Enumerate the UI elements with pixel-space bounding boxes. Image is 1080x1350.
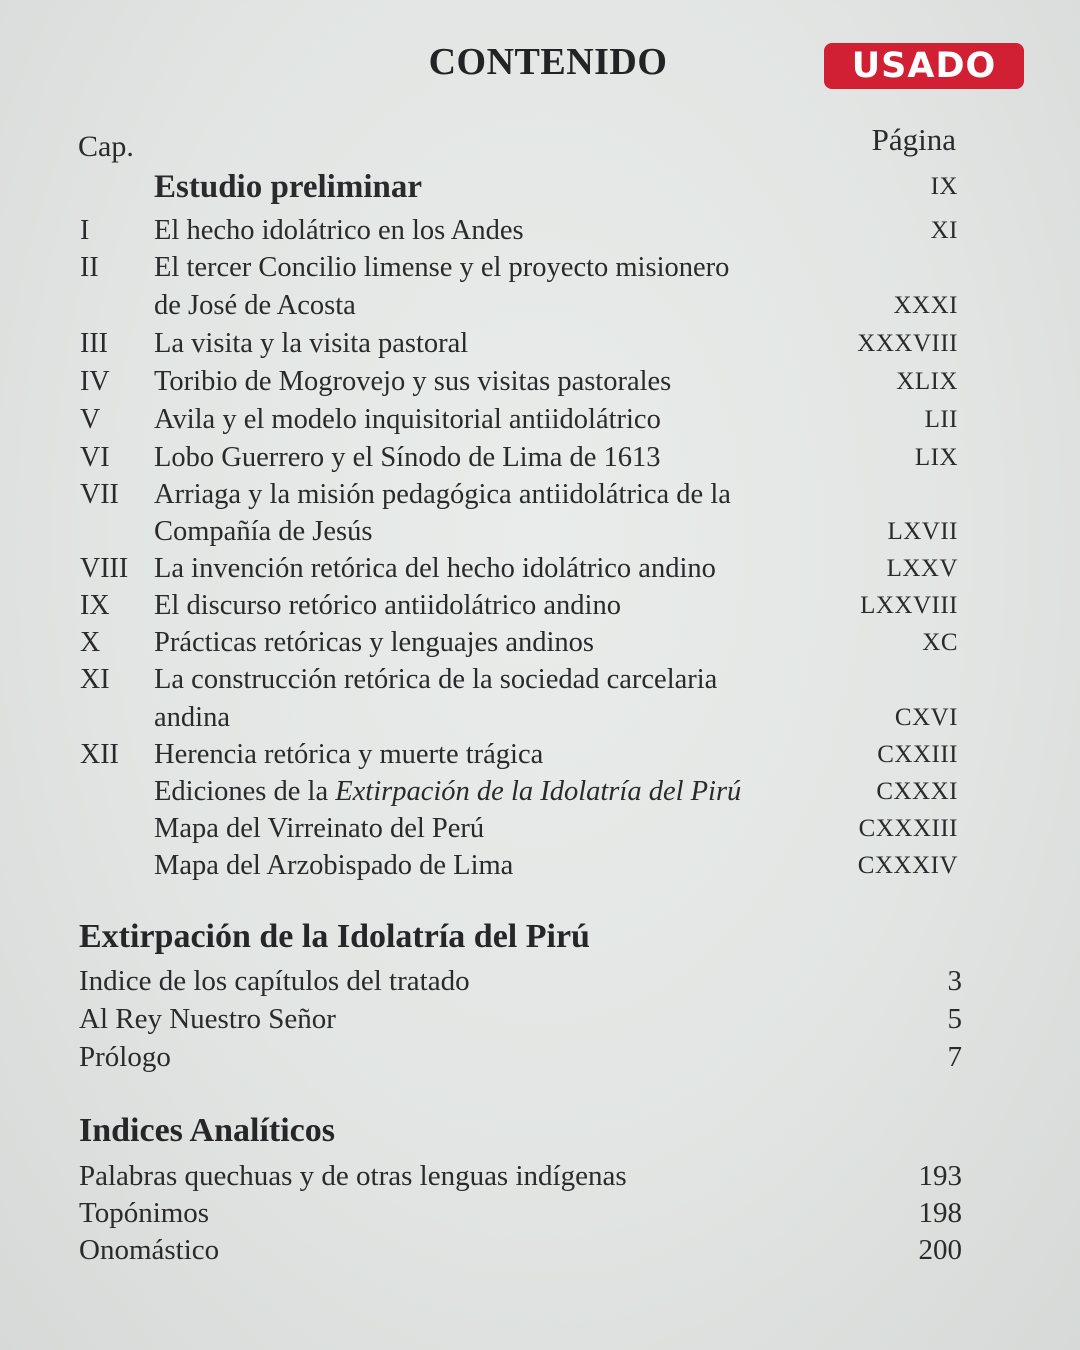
toc-row: [0, 249, 1080, 287]
indices-heading: Indices Analíticos: [79, 1112, 335, 1149]
used-badge: USADO: [824, 43, 1024, 89]
chapter-number: I: [80, 215, 90, 246]
indices-row: [0, 1194, 1080, 1232]
toc-row: [0, 624, 1080, 662]
toc-row: [0, 476, 1080, 514]
chapter-title: Toribio de Mogrovejo y sus visitas pastorales: [154, 366, 672, 397]
extirpacion-row: [0, 1000, 1080, 1038]
extirpacion-row-page: 3: [947, 965, 962, 997]
map-page: CXXXIV: [857, 852, 958, 879]
indices-row: [0, 1157, 1080, 1195]
chapter-title: La invención retórica del hecho idolátrico andino: [154, 553, 716, 584]
toc-row: [0, 661, 1080, 699]
toc-row: [0, 212, 1080, 250]
chapter-page: XLIX: [896, 368, 958, 395]
ediciones-italic-title: Extirpación de la Idolatría del Pirú: [335, 776, 742, 807]
chapter-title: Avila y el modelo inquisitorial antiidolátrico: [154, 404, 661, 435]
chapter-number: X: [80, 627, 101, 658]
chapter-title: Lobo Guerrero y el Sínodo de Lima de 1613: [154, 442, 661, 473]
extirpacion-row: [0, 1038, 1080, 1076]
chapter-number: IV: [80, 366, 110, 397]
chapter-number: VIII: [80, 553, 129, 584]
estudio-heading-row: [0, 168, 1080, 206]
chapter-number: V: [80, 404, 101, 435]
chapter-page: CXVI: [894, 704, 958, 731]
ediciones-prefix: Ediciones de la: [154, 776, 336, 807]
chapter-number: VII: [80, 479, 119, 510]
chapter-page: XI: [930, 217, 958, 244]
indices-row-title: Onomástico: [79, 1234, 220, 1266]
estudio-heading-page: IX: [930, 173, 958, 200]
chapter-title: Compañía de Jesús: [154, 516, 373, 547]
map-title: Mapa del Virreinato del Perú: [154, 813, 485, 844]
extirpacion-row-title: Al Rey Nuestro Señor: [79, 1003, 336, 1035]
toc-row: [0, 287, 1080, 325]
chapter-title: El tercer Concilio limense y el proyecto misionero: [154, 252, 730, 283]
chapter-number: II: [80, 252, 99, 283]
chapter-page: LXXV: [886, 555, 958, 582]
chapter-column-label: Cap.: [78, 130, 134, 163]
indices-row: [0, 1231, 1080, 1269]
chapter-page: XXXVIII: [857, 330, 958, 357]
toc-row: [0, 550, 1080, 588]
page-column-label: Página: [871, 122, 956, 157]
toc-row-ediciones: [0, 773, 1080, 811]
estudio-heading: Estudio preliminar: [154, 169, 423, 205]
toc-row: [0, 401, 1080, 439]
chapter-page: LXXVIII: [860, 592, 958, 619]
indices-row-title: Topónimos: [79, 1197, 210, 1229]
chapter-number: VI: [80, 442, 110, 473]
chapter-title: Arriaga y la misión pedagógica antiidolátrica de la: [154, 479, 731, 510]
chapter-number: III: [80, 328, 108, 359]
chapter-title: La visita y la visita pastoral: [154, 328, 469, 359]
ediciones-page: CXXXI: [876, 778, 958, 805]
chapter-title: El discurso retórico antiidolátrico andino: [154, 590, 621, 621]
toc-row: [0, 363, 1080, 401]
indices-row-title: Palabras quechuas y de otras lenguas indígenas: [79, 1160, 627, 1192]
chapter-title: de José de Acosta: [154, 290, 356, 321]
map-page: CXXXIII: [858, 815, 958, 842]
indices-row-page: 193: [918, 1160, 962, 1192]
chapter-title: andina: [154, 702, 230, 733]
toc-row: [0, 699, 1080, 737]
indices-row-page: 200: [918, 1234, 962, 1266]
toc-row: [0, 513, 1080, 551]
chapter-title: Prácticas retóricas y lenguajes andinos: [154, 627, 595, 658]
chapter-page: XC: [922, 629, 958, 656]
chapter-number: XII: [80, 739, 119, 770]
extirpacion-row-title: Indice de los capítulos del tratado: [79, 965, 470, 997]
chapter-title: La construcción retórica de la sociedad carcelaria: [154, 664, 718, 695]
toc-row: [0, 439, 1080, 477]
chapter-title: Herencia retórica y muerte trágica: [154, 739, 544, 770]
extirpacion-heading: Extirpación de la Idolatría del Pirú: [79, 918, 590, 955]
toc-row: [0, 325, 1080, 363]
toc-row: [0, 736, 1080, 774]
toc-row-map: [0, 847, 1080, 885]
chapter-number: IX: [80, 590, 110, 621]
extirpacion-row-page: 5: [947, 1003, 962, 1035]
chapter-page: XXXI: [893, 292, 958, 319]
chapter-page: LXVII: [887, 518, 958, 545]
extirpacion-row-page: 7: [947, 1041, 962, 1073]
map-title: Mapa del Arzobispado de Lima: [154, 850, 514, 881]
chapter-page: CXXIII: [877, 741, 958, 768]
chapter-title: El hecho idolátrico en los Andes: [154, 215, 524, 246]
page-title: CONTENIDO: [428, 41, 668, 83]
toc-row-map: [0, 810, 1080, 848]
ediciones-title: [154, 773, 741, 811]
chapter-page: LIX: [914, 444, 958, 471]
indices-row-page: 198: [918, 1197, 962, 1229]
extirpacion-row: [0, 962, 1080, 1000]
toc-row: [0, 587, 1080, 625]
extirpacion-row-title: Prólogo: [79, 1041, 171, 1073]
chapter-page: LII: [924, 406, 958, 433]
chapter-number: XI: [80, 664, 110, 695]
